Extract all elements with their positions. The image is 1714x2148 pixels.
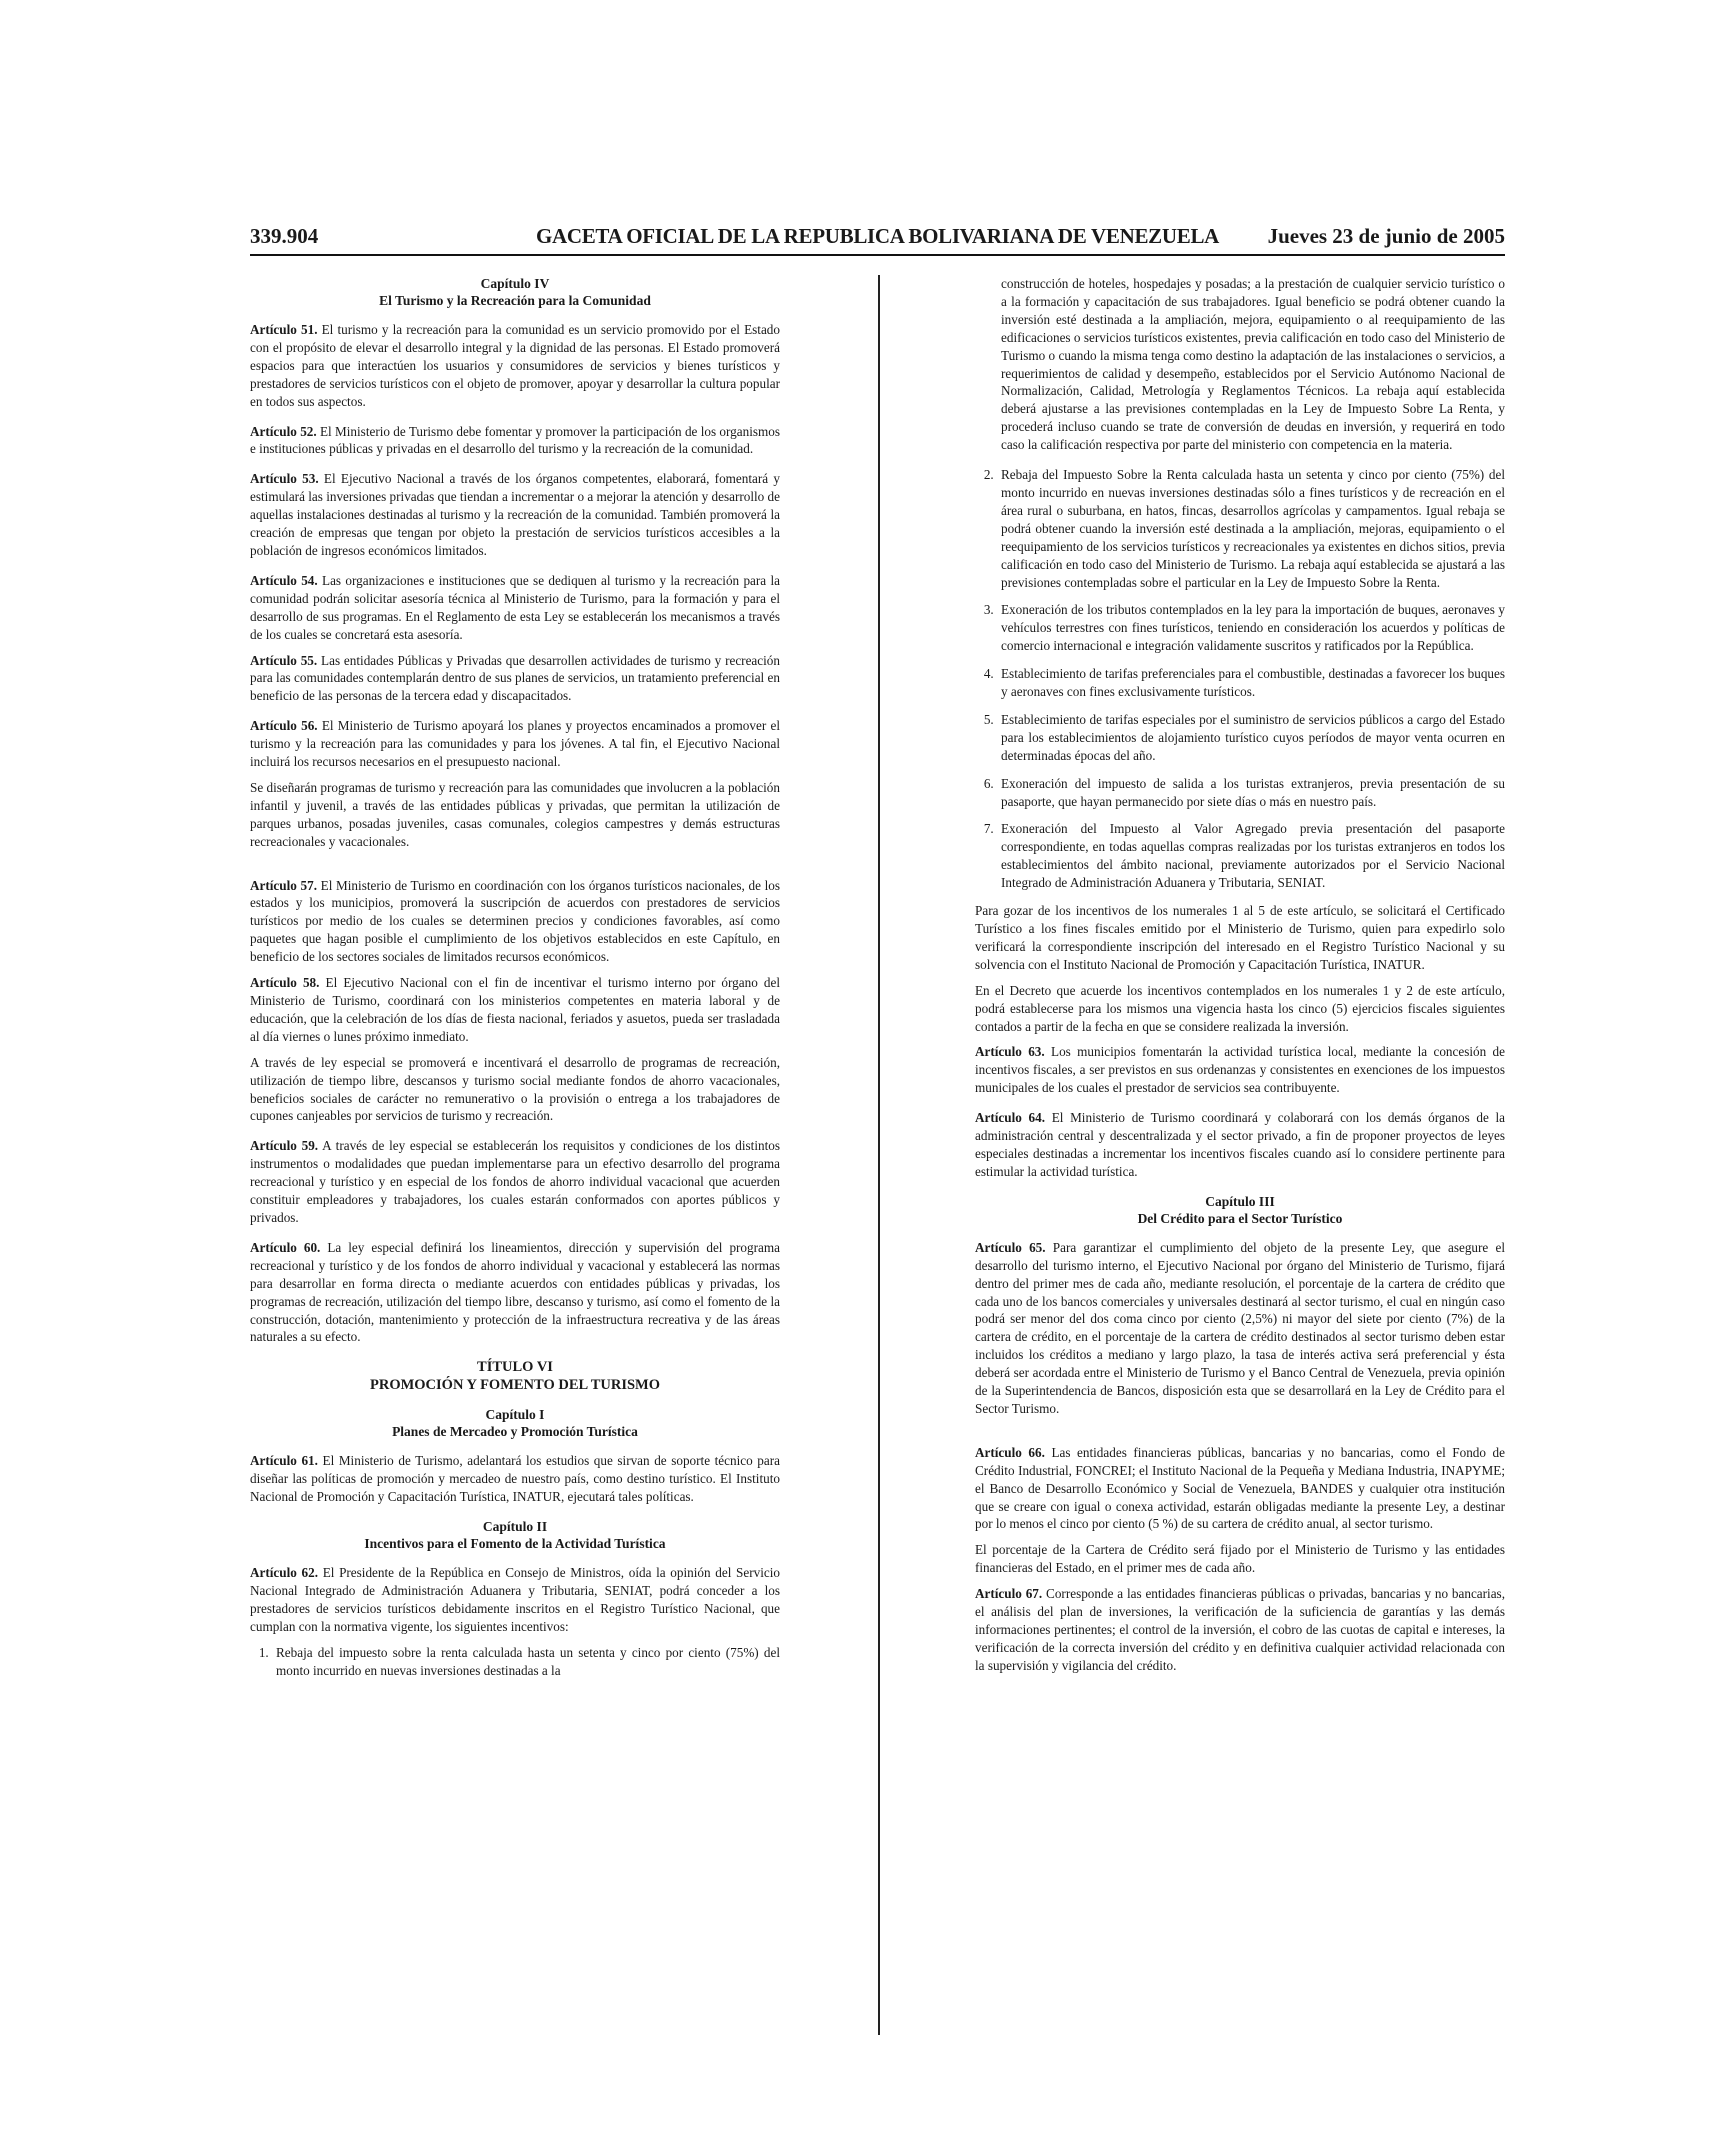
article-58-paragraph: A través de ley especial se promoverá e incentivará el desarrollo de programas de recreación, utilización de tiempo libre, descansos y turismo social mediante fondos de ahorro vacacionales, beneficios sociales de carácter no remunerativo o la provisión o entrega a los trabajadores de cupones canjeables por servicios de turismo y recreación. bbox=[250, 1054, 780, 1124]
incentives-list-start bbox=[250, 1644, 780, 1680]
paragraph-incentives-certificate: Para gozar de los incentivos de los numerales 1 al 5 de este artículo, se solicitará el Certificado Turístico a los fines fiscales emitido por el Ministerio de Turismo, quien para expedirlo solo verificará la correspondiente inscripción del interesado en el Registro Turístico Nacional y su solvencia con el Instituto Nacional de Promoción y Capacitación Turística, INATUR. bbox=[975, 903, 1505, 972]
list-item: 7. Exoneración del Impuesto al Valor Agregado previa presentación del pasaporte correspondiente, en todas aquellas compras realizadas por los turistas extranjeros en todos los establecimientos del ámbito nacional, previamente autorizados por el Servicio Nacional Integrado de Administración Aduanera y Tributaria, SENIAT. bbox=[997, 820, 1505, 892]
article-60: Artículo 60. La ley especial definirá los lineamientos, dirección y supervisión del programa recreacional y turístico y de los fondos de ahorro individual y vacacional y establecerá las normas para desarrollar en forma directa o mediante acuerdos con entidades públicas y privadas, los programas de recreación, utilización del tiempo libre, descanso y turismo, así como el fomento de la construcción, dotación, mantenimiento y protección de la infraestructura recreativa y de las áreas naturales a su efecto. bbox=[250, 1239, 780, 1345]
article-56: Artículo 56. El Ministerio de Turismo apoyará los planes y proyectos encaminados a promover el turismo y la recreación para las comunidades y para los jóvenes. A tal fin, el Ejecutivo Nacional incluirá los recursos necesarios en el presupuesto nacional. bbox=[250, 718, 780, 770]
article-55: Artículo 55. Las entidades Públicas y Privadas que desarrollen actividades de turismo y recreación para las comunidades contemplarán dentro de sus planes de servicios, un tratamiento preferencial en beneficio de las personas de la tercera edad y discapacitados. bbox=[250, 652, 780, 704]
right-column bbox=[975, 275, 1505, 1687]
article-61: Artículo 61. El Ministerio de Turismo, adelantará los estudios que sirvan de soporte técnico para diseñar las políticas de promoción y mercadeo de nuestro país, como destino turístico. El Instituto Nacional de Promoción y Capacitación Turística, INATUR, ejecutará tales políticas. bbox=[250, 1453, 780, 1505]
list-item-continuation: construcción de hoteles, hospedajes y posadas; a la prestación de cualquier servicio turístico o a la formación y capacitación de sus trabajadores. Igual beneficio se podrá obtener cuando la inversión esté destinada a la ampliación, mejora, equipamiento o al reequipamiento de las edificaciones o servicios turísticos existentes, previa calificación en todo caso del Ministerio de Turismo o cuando la misma tenga como destino la adaptación de las instalaciones o servicios, a requerimientos de calidad y desempeño, establecidos por el Servicio Autónomo Nacional de Normalización, Calidad, Metrología y Reglamentos Técnicos. La rebaja aquí establecida deberá ajustarse a las previsiones contempladas en la Ley de Impuesto Sobre La Renta, y procederá incluso cuando se trate de conversión de deudas en inversión, y requerirá en todo caso la calificación respectiva por parte del ministerio con competencia en la materia. bbox=[1001, 276, 1505, 453]
page-number: 339.904 bbox=[250, 224, 319, 248]
chapter-heading: Capítulo I Planes de Mercadeo y Promoción Turística bbox=[392, 1407, 638, 1440]
list-item: 6. Exoneración del impuesto de salida a los turistas extranjeros, previa presentación de su pasaporte, que hayan permanecido por siete días o más en nuestro país. bbox=[997, 775, 1505, 811]
article-52: Artículo 52. El Ministerio de Turismo debe fomentar y promover la participación de los organismos e instituciones públicas y privadas en el desarrollo del turismo y la recreación de la comunidad. bbox=[250, 423, 780, 457]
article-57: Artículo 57. El Ministerio de Turismo en coordinación con los órganos turísticos nacionales, de los estados y los municipios, promoverá la suscripción de acuerdos con prestadores de servicios turísticos por medio de los cuales se determinen precios y condiciones favorables, así como paquetes que hagan posible el cumplimiento de los objetivos establecidos en este Capítulo, en beneficio de los sectores sociales de limitados recursos económicos. bbox=[250, 877, 780, 965]
article-66-paragraph: El porcentaje de la Cartera de Crédito será fijado por el Ministerio de Turismo y las entidades financieras del Estado, en el primer mes de cada año. bbox=[975, 1542, 1505, 1576]
article-65: Artículo 65. Para garantizar el cumplimiento del objeto de la presente Ley, que asegure el desarrollo del turismo interno, el Ejecutivo Nacional por órgano del Ministerio de Turismo, fijará dentro del primer mes de cada año, mediante resolución, el porcentaje de la cartera de crédito que cada uno de los bancos comerciales y universales destinará al sector turismo, el cual en ningún caso podrá ser menor del dos coma cinco por ciento (2,5%) ni mayor del siete por ciento (7%) de la cartera de crédito, en el porcentaje de la cartera de crédito destinados al sector turismo deben estar incluidos los créditos a mediano y largo plazo, la tasa de interés activa será preferencial y ésta deberá ser acordada entre el Ministerio de Turismo y el Banco Central de Venezuela, previa opinión de la Superintendencia de Bancos, disposición esta que se desarrollará en la Ley de Crédito para el Sector Turismo. bbox=[975, 1239, 1505, 1416]
article-63: Artículo 63. Los municipios fomentarán la actividad turística local, mediante la concesión de incentivos fiscales, a ser previstos en sus ordenanzas y consistentes en exenciones de los impuestos municipales de los cuales el prestador de servicios sea contribuyente. bbox=[975, 1044, 1505, 1096]
article-64: Artículo 64. El Ministerio de Turismo coordinará y colaborará con los demás órganos de la administración central y descentralizada y el sector privado, a fin de proponer proyectos de leyes especiales destinadas a incrementar los incentivos fiscales cuando así lo considere pertinente para estimular la actividad turística. bbox=[975, 1110, 1505, 1179]
article-59: Artículo 59. A través de ley especial se establecerán los requisitos y condiciones de los distintos instrumentos o modalidades que puedan implementarse para un efectivo desarrollo del programa recreacional y turístico y en especial de los fondos de ahorro individual vacacional que acuerden constituir empleadores y trabajadores, los cuales estarán conformados con aportes públicos y privados. bbox=[250, 1138, 780, 1225]
article-62: Artículo 62. El Presidente de la República en Consejo de Ministros, oída la opinión del Servicio Nacional Integrado de Administración Aduanera y Tributaria, SENIAT, podrá conceder a los prestadores de servicios turísticos debidamente inscritos en el Registro Turístico Nacional, que cumplan con la normativa vigente, los siguientes incentivos: bbox=[250, 1565, 780, 1634]
chapter-heading: Capítulo II Incentivos para el Fomento de la Actividad Turística bbox=[364, 1519, 666, 1552]
issue-date: Jueves 23 de junio de 2005 bbox=[1267, 224, 1505, 248]
article-67: Artículo 67. Corresponde a las entidades financieras públicas o privadas, bancarias y no bancarias, el análisis del plan de inversiones, la verificación de la suficiencia de garantías y las demás informaciones pertinentes; el control de la inversión, el cobro de las cuotas de capital e intereses, la verificación de la correcta inversión del crédito y en definitiva cualquier actividad relacionada con la supervisión y vigilancia del crédito. bbox=[975, 1586, 1505, 1673]
article-58: Artículo 58. El Ejecutivo Nacional con el fin de incentivar el turismo interno por órgano del Ministerio de Turismo, coordinará con los ministerios competentes en materia laboral y de educación, que la celebración de los días de fiesta nacional, feriados y asuetos, pueda ser trasladada al día viernes o lunes próximo inmediato. bbox=[250, 975, 780, 1044]
incentives-list bbox=[975, 466, 1505, 892]
paragraph-decree: En el Decreto que acuerde los incentivos contemplados en los numerales 1 y 2 de este artículo, podrá establecerse para los mismos una vigencia hasta los cinco (5) ejercicios fiscales siguientes contados a partir de la fecha en que se considere realizada la inversión. bbox=[975, 982, 1505, 1034]
title-heading: TÍTULO VI PROMOCIÓN Y FOMENTO DEL TURISMO bbox=[369, 1359, 661, 1394]
list-item: 1. Rebaja del impuesto sobre la renta calculada hasta un setenta y cinco por ciento (75%) del monto incurrido en nuevas inversiones destinadas a la bbox=[272, 1644, 780, 1680]
left-column bbox=[250, 275, 780, 1689]
gazette-header bbox=[250, 224, 1505, 256]
list-item: 5. Establecimiento de tarifas especiales por el suministro de servicios públicos a cargo del Estado para los establecimientos de alojamiento turístico cuyos períodos de mayor venta ocurren en determinadas épocas del año. bbox=[997, 711, 1505, 765]
article-53: Artículo 53. El Ejecutivo Nacional a través de los órganos competentes, elaborará, fomentará y estimulará las inversiones privadas que tiendan a incrementar o a mejorar la atención y desarrollo de aquellas instalaciones destinadas al turismo y la recreación de la comunidad. También promoverá la creación de empresas que tengan por objeto la prestación de servicios turísticos accesibles a la población de ingresos económicos limitados. bbox=[250, 471, 780, 558]
column-divider bbox=[878, 275, 880, 2035]
article-66: Artículo 66. Las entidades financieras públicas, bancarias y no bancarias, como el Fondo de Crédito Industrial, FONCREI; el Instituto Nacional de la Pequeña y Mediana Industria, INAPYME; el Banco de Desarrollo Económico y Social de Venezuela, BANDES y cualquier otra institución que se creare con igual o conexa actividad, estarán obligadas mediante la presente Ley, a destinar por lo menos el cinco por ciento (5 %) de su cartera de crédito anual, al sector turismo. bbox=[975, 1444, 1505, 1532]
article-54: Artículo 54. Las organizaciones e instituciones que se dediquen al turismo y la recreación para la comunidad podrán solicitar asesoría técnica al Ministerio de Turismo, para la formación y para el desarrollo de sus programas. En el Reglamento de esta Ley se establecerán los mecanismos a través de los cuales se concretará esta asesoría. bbox=[250, 572, 780, 642]
chapter-heading: Capítulo III Del Crédito para el Sector Turístico bbox=[1137, 1193, 1343, 1226]
article-51: Artículo 51. El turismo y la recreación para la comunidad es un servicio promovido por el Estado con el propósito de elevar el desarrollo integral y la dignidad de las personas. El Estado promoverá espacios para que interactúen los usuarios y consumidores de servicios y bienes turísticos y prestadores de servicios turísticos con el objeto de promover, apoyar y desarrollar la cultura popular en todos sus aspectos. bbox=[250, 322, 780, 409]
chapter-heading: Capítulo IV El Turismo y la Recreación para la Comunidad bbox=[379, 276, 651, 308]
list-item: 2. Rebaja del Impuesto Sobre la Renta calculada hasta un setenta y cinco por ciento (75%) del monto incurrido en nuevas inversiones destinadas sólo a fines turísticos y de recreación en el área rural o suburbana, en hatos, fincas, desarrollos agrícolas y campamentos. Igual rebaja se podrá obtener cuando la inversión esté destinada a la ampliación, mejoras, equipamiento o el reequipamiento de los servicios turísticos y recreacionales ya existentes en dichos sitios, previa calificación en todo caso del Ministerio de Turismo. La rebaja aquí establecida se ajustará a las previsiones contempladas sobre el particular en la Ley de Impuesto Sobre la Renta. bbox=[997, 466, 1505, 591]
article-56-paragraph: Se diseñarán programas de turismo y recreación para las comunidades que involucren a la población infantil y juvenil, a través de las entidades públicas y privadas, que permitan la utilización de parques urbanos, posadas juveniles, casas comunales, colegios campestres y demás estructuras recreacionales y vacacionales. bbox=[250, 779, 780, 849]
list-item: 3. Exoneración de los tributos contemplados en la ley para la importación de buques, aeronaves y vehículos terrestres con fines turísticos, teniendo en consideración los acuerdos y políticas de comercio internacional e integración validamente suscritos y ratificados por la República. bbox=[997, 601, 1505, 655]
list-item: 4. Establecimiento de tarifas preferenciales para el combustible, destinadas a favorecer los buques y aeronaves con fines exclusivamente turísticos. bbox=[997, 665, 1505, 701]
gazette-title: GACETA OFICIAL DE LA REPUBLICA BOLIVARIANA DE VENEZUELA bbox=[535, 224, 1220, 248]
